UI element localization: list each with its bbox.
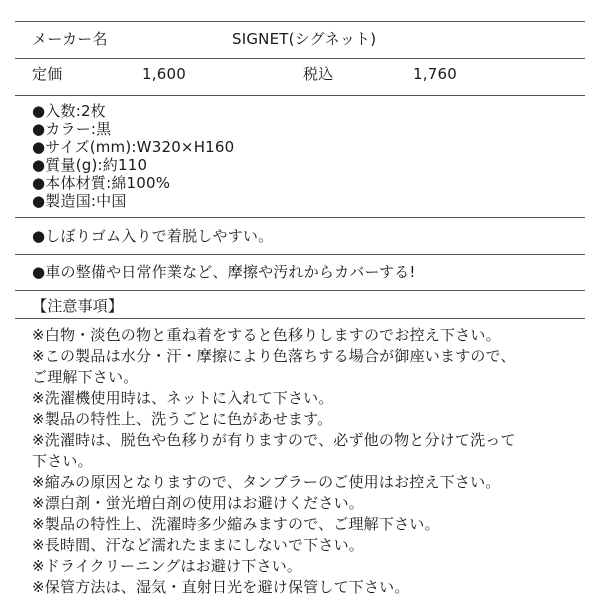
divider [15,254,585,255]
note-line: ※洗濯時は、脱色や色移りが有りますので、必ず他の物と分けて洗って [32,431,516,449]
maker-value: SIGNET(シグネット) [232,30,377,48]
note-line: ※ドライクリーニングはお避け下さい。 [32,557,303,575]
list-price-value: 1,600 [142,65,186,83]
spec-quantity: ●入数:2枚 [32,102,106,120]
spec-weight: ●質量(g):約110 [32,156,148,174]
notes-heading: 【注意事項】 [32,297,124,315]
list-price-label: 定価 [32,65,63,83]
divider [15,217,585,218]
spec-size: ●サイズ(mm):W320×H160 [32,138,235,156]
note-line: ご理解下さい。 [32,368,139,386]
tax-price-value: 1,760 [413,65,457,83]
spec-material: ●本体材質:綿100% [32,174,171,192]
note-line: ※長時間、汗など濡れたままにしないで下さい。 [32,536,364,554]
tax-price-label: 税込 [303,65,334,83]
note-line: ※製品の特性上、洗濯時多少縮みますので、ご理解下さい。 [32,515,440,533]
divider [15,318,585,319]
spec-color: ●カラー:黒 [32,120,112,138]
spec-origin: ●製造国:中国 [32,192,127,210]
note-line: ※この製品は水分・汗・摩擦により色落ちする場合が御座いますので、 [32,347,516,365]
feature-protection: ●車の整備や日常作業など、摩擦や汚れからカバーする! [32,263,416,281]
note-line: ※縮みの原因となりますので、タンブラーのご使用はお控え下さい。 [32,473,501,491]
note-line: ※白物・淡色の物と重ね着をすると色移りしますのでお控え下さい。 [32,326,501,344]
note-line: 下さい。 [32,452,93,470]
note-line: ※洗濯機使用時は、ネットに入れて下さい。 [32,389,334,407]
divider [15,58,585,59]
maker-label: メーカー名 [32,30,108,48]
note-line: ※保管方法は、湿気・直射日光を避け保管して下さい。 [32,578,410,596]
divider [15,290,585,291]
feature-elastic: ●しぼりゴム入りで着脱しやすい。 [32,227,274,245]
divider [15,21,585,22]
note-line: ※漂白剤・蛍光増白剤の使用はお避けください。 [32,494,364,512]
divider [15,95,585,96]
note-line: ※製品の特性上、洗うごとに色があせます。 [32,410,333,428]
